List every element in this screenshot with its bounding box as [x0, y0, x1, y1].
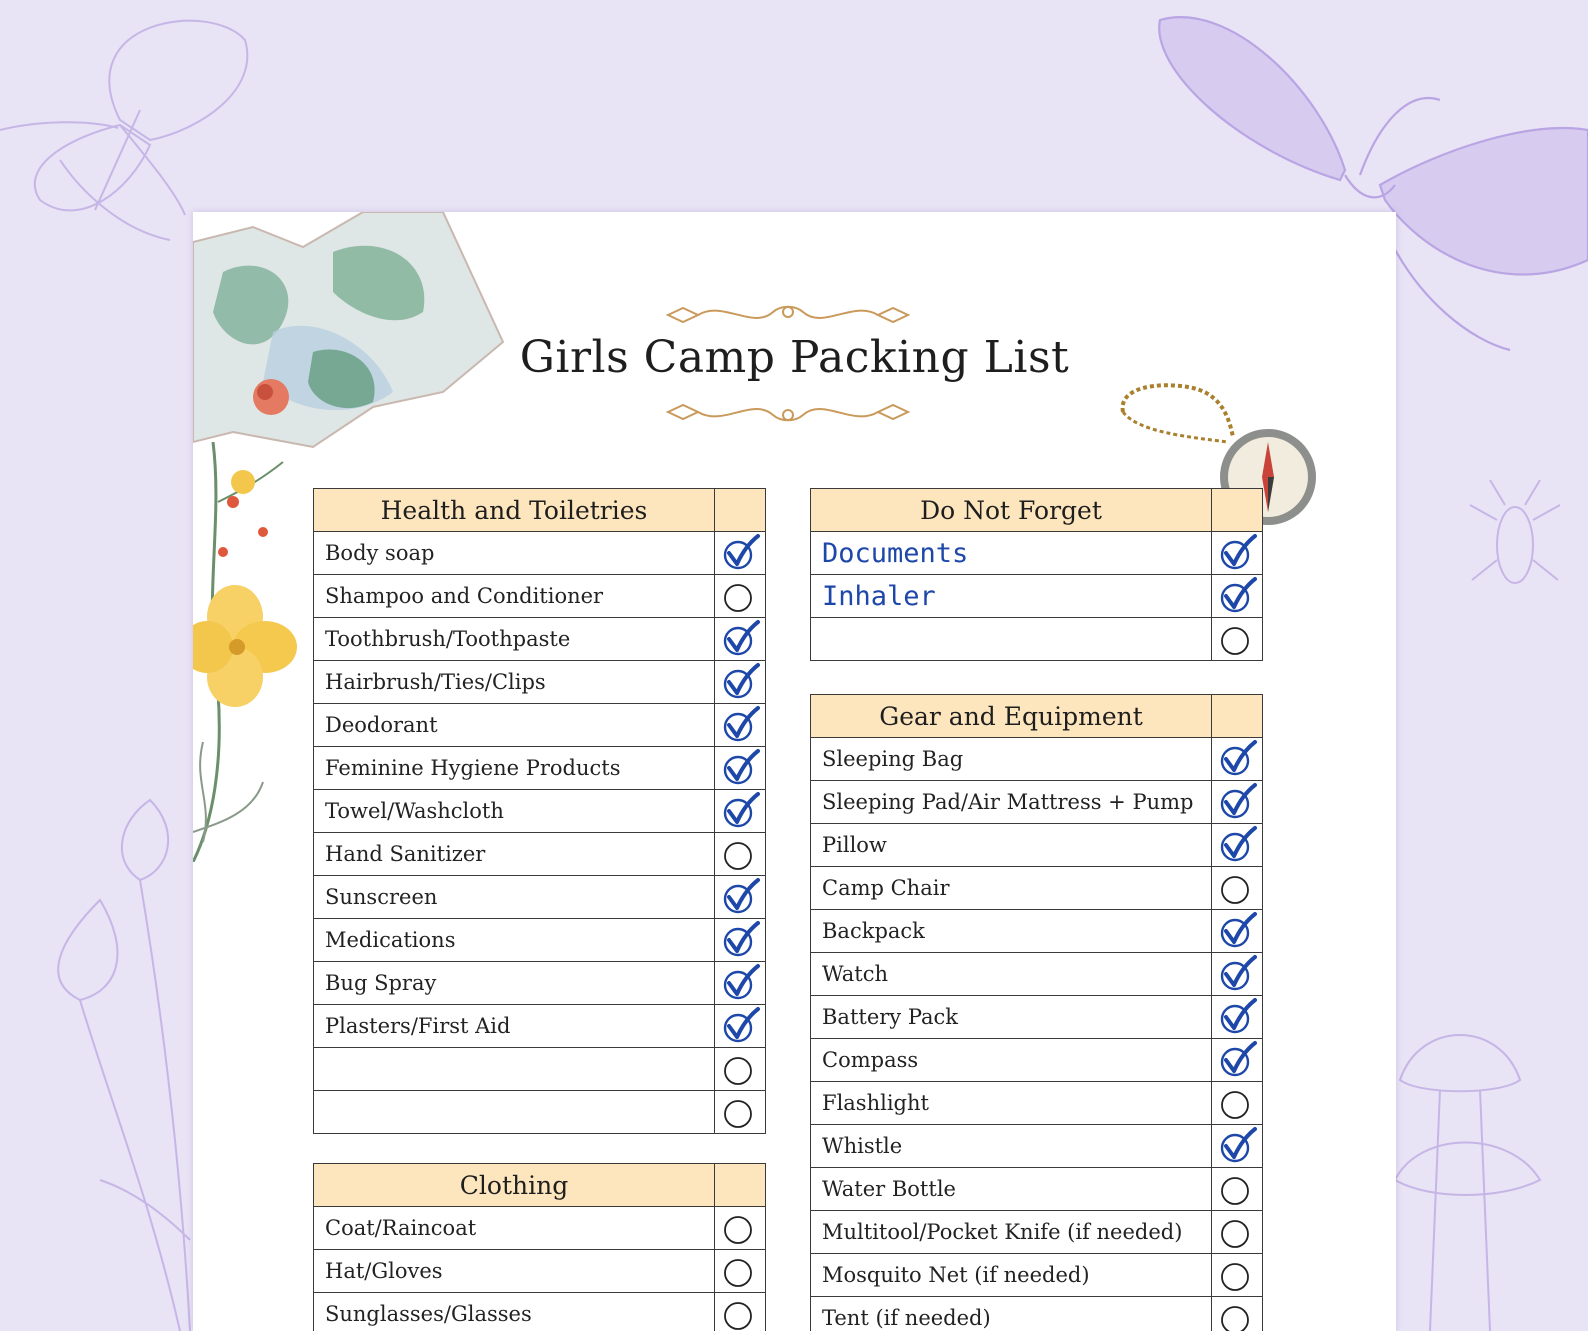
list-item — [811, 738, 1263, 781]
item-checkbox[interactable] — [715, 1048, 766, 1091]
list-item — [314, 876, 766, 919]
item-label: Sunscreen — [314, 876, 715, 919]
empty-circle-icon — [1217, 1212, 1257, 1252]
item-label: Camp Chair — [811, 867, 1212, 910]
item-checkbox[interactable] — [715, 1293, 766, 1331]
item-label: Documents — [811, 532, 1212, 575]
checkbox-header — [1212, 695, 1263, 738]
checkmark-icon — [720, 1006, 760, 1046]
item-checkbox[interactable] — [1212, 1297, 1263, 1331]
item-checkbox[interactable] — [1212, 738, 1263, 781]
item-label: Medications — [314, 919, 715, 962]
item-label: Watch — [811, 953, 1212, 996]
list-item — [811, 1211, 1263, 1254]
checkmark-icon — [1217, 911, 1257, 951]
item-checkbox[interactable] — [715, 790, 766, 833]
gear-equipment-table — [810, 694, 1263, 1331]
list-item — [314, 575, 766, 618]
item-checkbox[interactable] — [715, 1091, 766, 1134]
list-item — [314, 747, 766, 790]
item-checkbox[interactable] — [1212, 1125, 1263, 1168]
item-label: Whistle — [811, 1125, 1212, 1168]
list-item — [314, 962, 766, 1005]
item-label: Deodorant — [314, 704, 715, 747]
list-item — [314, 1250, 766, 1293]
item-label: Coat/Raincoat — [314, 1207, 715, 1250]
empty-circle-icon — [720, 1294, 760, 1331]
item-label: Plasters/First Aid — [314, 1005, 715, 1048]
list-item — [811, 824, 1263, 867]
checkmark-icon — [1217, 1040, 1257, 1080]
list-item — [314, 661, 766, 704]
item-checkbox[interactable] — [1212, 781, 1263, 824]
item-label: Body soap — [314, 532, 715, 575]
list-item — [811, 1297, 1263, 1331]
item-label: Hand Sanitizer — [314, 833, 715, 876]
item-checkbox[interactable] — [715, 618, 766, 661]
list-item — [811, 1082, 1263, 1125]
section-header: Do Not Forget — [811, 489, 1212, 532]
item-checkbox[interactable] — [1212, 575, 1263, 618]
list-item — [314, 1091, 766, 1134]
list-item — [811, 1125, 1263, 1168]
item-checkbox[interactable] — [1212, 1254, 1263, 1297]
item-checkbox[interactable] — [715, 575, 766, 618]
item-label: Towel/Washcloth — [314, 790, 715, 833]
item-label: Sleeping Pad/Air Mattress + Pump — [811, 781, 1212, 824]
item-checkbox[interactable] — [1212, 1211, 1263, 1254]
checkmark-icon — [1217, 954, 1257, 994]
list-item — [314, 1293, 766, 1331]
checkmark-icon — [1217, 782, 1257, 822]
item-label: Tent (if needed) — [811, 1297, 1212, 1331]
list-item — [811, 575, 1263, 618]
item-checkbox[interactable] — [715, 704, 766, 747]
do-not-forget-table — [810, 488, 1263, 661]
empty-circle-icon — [1217, 1169, 1257, 1209]
beetle-illustration — [1470, 480, 1560, 583]
item-label: Backpack — [811, 910, 1212, 953]
item-label — [314, 1048, 715, 1091]
checkmark-icon — [720, 619, 760, 659]
checkmark-icon — [720, 533, 760, 573]
checkbox-header — [715, 1164, 766, 1207]
section-header: Gear and Equipment — [811, 695, 1212, 738]
mushroom-illustration — [1395, 1035, 1540, 1331]
item-checkbox[interactable] — [1212, 618, 1263, 661]
item-label: Sleeping Bag — [811, 738, 1212, 781]
packing-list-sheet — [193, 212, 1396, 1331]
item-label: Hat/Gloves — [314, 1250, 715, 1293]
item-label: Mosquito Net (if needed) — [811, 1254, 1212, 1297]
checkmark-icon — [1217, 576, 1257, 616]
list-item — [314, 919, 766, 962]
list-item — [811, 532, 1263, 575]
item-label: Toothbrush/Toothpaste — [314, 618, 715, 661]
list-item — [811, 781, 1263, 824]
checkmark-icon — [720, 662, 760, 702]
list-item — [314, 1048, 766, 1091]
list-item — [811, 953, 1263, 996]
checkmark-icon — [720, 705, 760, 745]
item-checkbox[interactable] — [1212, 867, 1263, 910]
empty-circle-icon — [720, 1208, 760, 1248]
item-label: Water Bottle — [811, 1168, 1212, 1211]
item-checkbox[interactable] — [715, 747, 766, 790]
list-item — [314, 790, 766, 833]
empty-circle-icon — [1217, 1083, 1257, 1123]
item-checkbox[interactable] — [715, 876, 766, 919]
item-label: Battery Pack — [811, 996, 1212, 1039]
empty-circle-icon — [720, 576, 760, 616]
list-item — [811, 1039, 1263, 1082]
watercolor-wildflowers-illustration — [193, 442, 313, 862]
empty-circle-icon — [1217, 1255, 1257, 1295]
checkmark-icon — [1217, 997, 1257, 1037]
item-label: Feminine Hygiene Products — [314, 747, 715, 790]
checkmark-icon — [1217, 533, 1257, 573]
list-item — [811, 1254, 1263, 1297]
checkmark-icon — [720, 791, 760, 831]
empty-circle-icon — [1217, 1298, 1257, 1331]
list-item — [811, 1168, 1263, 1211]
checkmark-icon — [1217, 825, 1257, 865]
item-label — [811, 618, 1212, 661]
empty-circle-icon — [720, 1092, 760, 1132]
clothing-table — [313, 1163, 766, 1331]
item-label — [314, 1091, 715, 1134]
empty-circle-icon — [1217, 619, 1257, 659]
list-item — [811, 996, 1263, 1039]
item-checkbox[interactable] — [715, 661, 766, 704]
checkmark-icon — [720, 963, 760, 1003]
item-checkbox[interactable] — [715, 1005, 766, 1048]
item-checkbox[interactable] — [715, 1207, 766, 1250]
item-checkbox[interactable] — [1212, 953, 1263, 996]
item-label: Inhaler — [811, 575, 1212, 618]
item-checkbox[interactable] — [1212, 1039, 1263, 1082]
checkmark-icon — [720, 877, 760, 917]
list-item — [314, 532, 766, 575]
item-checkbox[interactable] — [1212, 910, 1263, 953]
item-checkbox[interactable] — [715, 833, 766, 876]
empty-circle-icon — [720, 834, 760, 874]
checkmark-icon — [1217, 1126, 1257, 1166]
item-checkbox[interactable] — [715, 532, 766, 575]
section-header: Health and Toiletries — [314, 489, 715, 532]
item-checkbox[interactable] — [715, 962, 766, 1005]
item-label: Compass — [811, 1039, 1212, 1082]
item-label: Pillow — [811, 824, 1212, 867]
checkmark-icon — [720, 920, 760, 960]
wildflower-illustration — [58, 800, 190, 1331]
checkmark-icon — [720, 748, 760, 788]
list-item — [314, 1005, 766, 1048]
ornamental-flourish — [663, 397, 913, 427]
item-checkbox[interactable] — [1212, 996, 1263, 1039]
list-item — [811, 867, 1263, 910]
page-title: Girls Camp Packing List — [519, 332, 1070, 383]
item-label: Multitool/Pocket Knife (if needed) — [811, 1211, 1212, 1254]
item-label: Bug Spray — [314, 962, 715, 1005]
checkmark-icon — [1217, 739, 1257, 779]
list-item — [811, 618, 1263, 661]
list-item — [314, 833, 766, 876]
moth-illustration — [0, 21, 247, 240]
item-label: Flashlight — [811, 1082, 1212, 1125]
item-checkbox[interactable] — [715, 919, 766, 962]
list-item — [314, 1207, 766, 1250]
item-label: Sunglasses/Glasses — [314, 1293, 715, 1331]
empty-circle-icon — [720, 1251, 760, 1291]
empty-circle-icon — [720, 1049, 760, 1089]
item-checkbox[interactable] — [1212, 824, 1263, 867]
item-checkbox[interactable] — [1212, 1082, 1263, 1125]
empty-circle-icon — [1217, 868, 1257, 908]
item-checkbox[interactable] — [715, 1250, 766, 1293]
health-toiletries-table — [313, 488, 766, 1134]
list-item — [314, 618, 766, 661]
item-checkbox[interactable] — [1212, 1168, 1263, 1211]
ornamental-flourish — [663, 300, 913, 330]
checkbox-header — [1212, 489, 1263, 532]
list-item — [811, 910, 1263, 953]
item-label: Hairbrush/Ties/Clips — [314, 661, 715, 704]
list-item — [314, 704, 766, 747]
section-header: Clothing — [314, 1164, 715, 1207]
item-checkbox[interactable] — [1212, 532, 1263, 575]
checkbox-header — [715, 489, 766, 532]
item-label: Shampoo and Conditioner — [314, 575, 715, 618]
